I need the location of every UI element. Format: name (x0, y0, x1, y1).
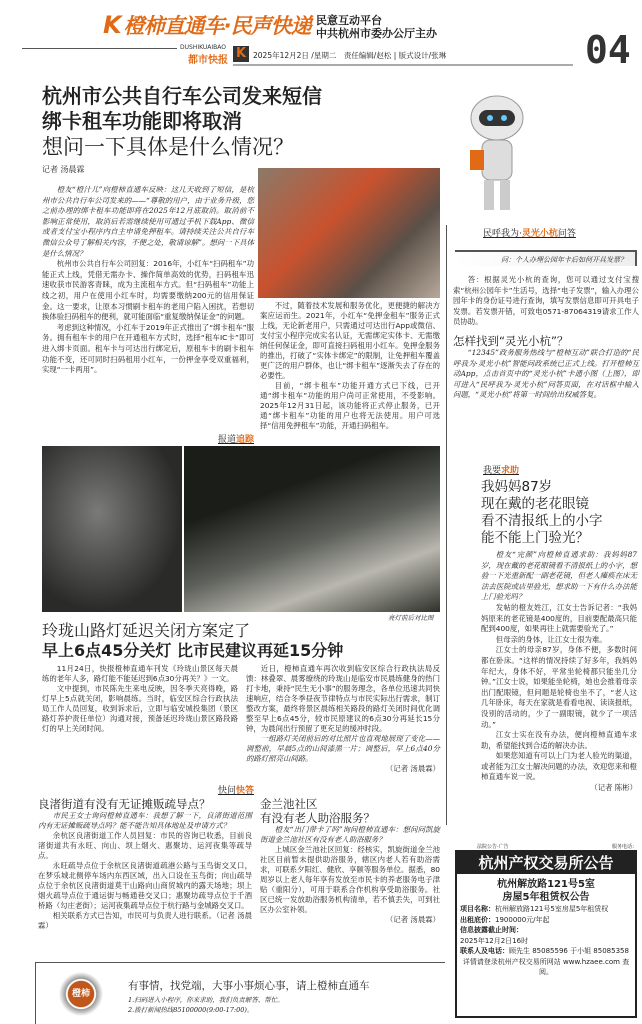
qa-section-label: 民呼我为·灵光小杭问答 (483, 229, 576, 239)
ad-header: 法院公告·广告 服务电话： (477, 844, 637, 850)
divider (233, 64, 573, 66)
help-body: 橙友“完颜”向橙柿直通求助：我妈妈87岁，现在戴的老花眼镜看不清报纸上的小字，想验一下光重新配一副老花镜，但老人瘫痪在床无法去医院或店里验光，想求助一下有什么办法能上门验光吗？ 发帖的橙友姓江，江女士告诉记者：“我妈妈原来的老花镜是400度的，目前要配最高只能配到400度，如果再往上就需要验光了。” 但母亲的身体，让江女士很为难。 江女士的母亲87岁，身体不便，多数时间都在卧床。“这样的情况持续了好多年，我妈妈年纪大，身体不好，平常坐轮椅都只能坐几分钟。”江女士说，如果能坐轮椅，她也会推着母亲出门配眼镜，但问题是轮椅也坐不了，“老人这几年卧床，每天在家就是看看电视、读读报纸，没别的活动的，少了一副眼镜，就少了一项活动。” 江女士实在没有办法，便向橙柿直通车求助，希望能找到合适的解决办法。 如果您知道有可以上门为老人验光的渠道，或者能为江女士解决问题的办法，欢迎您来和橙柿直通车说一说。 （记者 陈彬） (481, 550, 637, 793)
track-body-col2: 近日，橙柿直通车再次收到临安区综合行政执法局反馈：林叠翠、晨雾缭绕的玲珑山是临安市民晨练健身的热门打卡地，秉持“民生无小事”的服务理念，各单位迅速共同快速响应，结合冬季昼夜节律特点与市民实际出行需求，制订整改方案，最终将景区晨练相关路段的路灯关闭时间优化调整至早上6点45分，较市民原建议的6点30分再延长15分钟，为晨间出行预留了更充足的缓冲时段。 一组路灯关闭前后的对比照片也直观地展现了变化——调整前，早晨5点的山间漆黑一片；调整后，早上6点40分的路灯照亮山间路。 （记者 汤晨霖） (246, 664, 440, 773)
footer-line-1: 1.扫码进入小程序，你来求助，我们负责解答、帮忙。 (128, 996, 284, 1004)
photo-caption: 亮灯前后对比图 (388, 614, 434, 622)
quick-section-label: 快问快答 (218, 786, 255, 796)
night-road-photo-after (184, 446, 440, 612)
quick-article-2: 金兰池社区 有没有老人助浴服务？ 橙友“出门带卡了吗”询问橙柿直通车：想问问凯旋街道金兰池社区有没有老人助浴服务？ 上城区金兰池社区回复：经核实，凯旋街道金兰池社区目前暂未提供助浴服务，辖区内老人若有助浴需求，可联系夕阳红、健欣、享颐等服务单位。据悉，80周岁以上老人每年享有发放至市民卡的养老服务电子津贴（重阳分），可用于联系合作机构享受助浴服务。社区已统一发放助浴服务机构清单，若不慎丢失，可到社区办公室补领。 （记者 汤晨霖） (260, 797, 440, 924)
page-number: 04 (585, 28, 631, 72)
qa-question: 问：个人办理公园年卡后如何开具发票？ (455, 250, 637, 266)
footer-slogan: 有事情，找党端，大事小事烦心事，请上橙柿直通车 (128, 980, 370, 992)
masthead-logo: K 橙柿直通车·民声快递 (103, 11, 311, 39)
lead-body-col1: 橙友“橙汁儿”向橙柿直通车反映：这几天收到了短信，是杭州市公共自行车公司发来的——“尊敬的用户，由于业务升级，您之前办理的绑卡租车功能即将在2025年12月底取消。取消前不影响正常使用，取消后若需继续使用可通过手机下载App、微信或者支付宝小程序内自主申请免押租车。请持续关注公共自行车微信公众号了解相关内容，不便之处，敬请谅解”。想问一下具体是什么情况？ 杭州市公共自行车公司回复：2016年，小红车“扫码租车”功能正式上线，凭借无需办卡、操作简单高效的优势，扫码租车迅速收获市民游客青睐，成为主流租车方式。但“扫码租车”功能上线之初，用户在使用小红车时，均需要缴纳200元的信用保证金。这一要求，让原本习惯刷卡租车的老用户陷入困扰，若想切换体验扫码租车的便利，就可能面临“重复缴纳保证金”的问题。 考虑到这种情况，小红车于2019年正式推出了“绑卡租车”服务。拥有租车卡的用户在开通租车方式时，选择“租车IC卡”即可进入绑卡页面。租车卡与可达出行绑定后，原租车卡的刷卡租车功能不变，还可同时扫码租用小红车，一份押金享受双重福利，实现“一卡两用”。 (42, 185, 254, 375)
qr-code-icon[interactable]: 橙柿 (55, 968, 107, 1020)
track-subhead: 早上6点45分关灯 比市民建议再延15分钟 (42, 641, 344, 660)
publisher-info: 民意互动平台 中共杭州市委办公厅主办 (316, 14, 437, 40)
dateline: 2025年12月2日 /星期二 责任编辑/赵松 | 版式设计/张琳 (253, 51, 447, 60)
help-headline: 我妈妈87岁 现在戴的老花眼镜 看不清报纸上的小字 能不能上门验光？ (481, 479, 603, 546)
paper-name: 都市快报 (188, 55, 228, 66)
track-body-col1: 11月24日，快报橙柿直通车刊发《玲珑山景区每天晨练的老年人多，路灯能不能延迟到6点30分再关？》一文。 文中提到，市民陈先生来电反映，因冬季天亮得晚，路灯早上5点就关闭，影响晨练。当时，临安区综合行政执法局工作人员回复，收到诉求后，立即与临安城投集团（景区路灯养护责任单位）沟通对接，预备延迟玲珑山景区路段路灯的早上关闭时间。 (42, 664, 238, 733)
divider (22, 48, 177, 49)
mascot-robot-icon (462, 90, 532, 218)
property-exchange-ad: 杭州产权交易所公告 杭州解放路121号5室 房屋5年租赁权公告 项目名称：杭州解放路121号5室房屋5年租赁权 出租底价：1900000元/年起 信息披露截止时间： 2025年12月2日16时 联系人及电话：顾先生 85085596 于小姐 85085358 详情请登录杭州产权交易所网站 www.hzaee.com 查阅。 (455, 850, 637, 1018)
footer-line-2: 2.拨打新闻热线85100000(9:00-17:00)。 (128, 1006, 254, 1014)
lead-headline: 杭州市公共自行车公司发来短信 绑卡租车功能即将取消 (42, 84, 322, 133)
track-section-label: 报道追踪 (218, 435, 255, 445)
track-headline: 玲珑山路灯延迟关闭方案定了 (42, 621, 251, 640)
quick-article-1: 良渚街道有没有无证摊贩疏导点？ 市民王女士询问橙柿直通车：我想了解一下，良渚街道范围内有无证摊贩疏导点吗？能不能告知具体地址及申请方式？ 余杭区良渚街道工作人员回复：市民的咨询已收悉，目前良渚街道共有永旺、向山、坝上烟火、惠聚坊、运河夜集等疏导点。 永旺疏导点位于余杭区良渚街道疏港公路与玉鸟街交叉口，在梦乐城北侧停车场内东西区域，出入口设在玉鸟街；向山疏导点位于余杭区良渚街道莫干山路向山商贸城内的露天场地；坝上烟火疏导点位于通运街与畅通巷交叉口；惠聚坊疏导点位于千酒桥路（勾庄老街）；运河夜集疏导点位于杭行路与金城路交叉口。 相关联系方式已告知，市民可与负责人进行联系。（记者 汤晨霖） (38, 797, 252, 930)
bike-rack-photo (258, 168, 440, 298)
lead-subhead: 想问一下具体是什么情况？ (42, 135, 294, 159)
column-divider (446, 225, 447, 825)
paper-pinyin: DUSHIKUAIBAO (180, 44, 226, 51)
night-road-photo-before (42, 446, 182, 612)
byline: 记者 汤晨霖 (42, 165, 85, 174)
paper-logo-icon: K (233, 46, 249, 62)
qa-body: 答：根据灵光小杭的查询，您可以通过支付宝搜索“杭州公园年卡”生活号，选择“电子发票”，输入办理公园年卡的身份证号进行查询，填写发票信息即可开具电子发票。若发票开错，可致电0571-87064319请求工作人员协助。 怎样找到“灵光小杭”？ “12345”政务服务热线与“橙柿互动”联合打造的“民呼我为·灵光小杭”智能问政系统已正式上线。打开橙柿互动App，点击首页中的“灵光小杭”卡通小图（上图），即可进入“民呼我为·灵光小杭”问答页面，在对话框中输入问题，“灵光小杭”将第一时间给出权威答复。 (453, 275, 639, 400)
help-section-label: 我要求助 (483, 466, 520, 476)
lead-body-col2: 不过，随着技术发展和服务优化，更便捷的解决方案应运而生。2021年，小红车“免押金租车”服务正式上线，无论新老用户，只需通过可达出行App或微信、支付宝小程序完成实名认证，无需绑定实体卡、无需缴纳任何保证金，即可直接扫码租用小红车。免押金服务的推出，打破了“实体卡绑定”的限制，让免押租车覆盖更广泛的用户群体，也让“绑卡租车”逐渐失去了存在的必要性。 目前，“绑卡租车”功能开通方式已下线，已开通“绑卡租车”功能的用户尚可正常使用，不受影响。2025年12月31日起，该功能将正式停止服务，已开通“绑卡租车”功能的用户也将无法使用。用户可选择“信用免押租车”功能，开通扫码租车。 (260, 301, 440, 430)
